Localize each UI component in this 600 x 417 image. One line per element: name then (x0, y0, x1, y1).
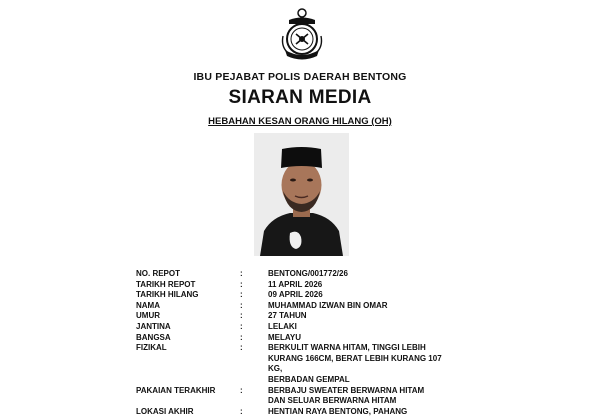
organization-name: IBU PEJABAT POLIS DAERAH BENTONG (193, 71, 407, 83)
detail-separator: : (240, 300, 243, 310)
detail-separator: : (240, 332, 243, 342)
detail-separator: : (240, 311, 243, 321)
detail-value-line: 27 TAHUN (268, 311, 307, 321)
detail-separator: : (240, 269, 243, 278)
detail-value-line: BENTONG/001772/26 (268, 269, 348, 278)
detail-row (136, 269, 556, 280)
detail-value-line: DAN SELUAR BERWARNA HITAM (268, 396, 397, 406)
detail-value-line: 09 APRIL 2026 (268, 290, 323, 300)
detail-value (268, 301, 458, 312)
detail-row (136, 386, 556, 407)
detail-value-line: BERBAJU SWEATER BERWARNA HITAM (268, 385, 425, 395)
detail-label: LOKASI AKHIR (136, 406, 194, 416)
detail-value (268, 333, 458, 344)
detail-row (136, 343, 556, 385)
detail-value-line: BERKULIT WARNA HITAM, TINGGI LEBIH (268, 343, 426, 353)
detail-row (136, 301, 556, 312)
detail-value (268, 343, 458, 385)
police-crest-icon (279, 6, 325, 62)
detail-label: UMUR (136, 311, 160, 321)
detail-value (268, 290, 458, 301)
detail-value (268, 386, 458, 407)
detail-value-line: BERBADAN GEMPAL (268, 374, 350, 384)
page-subtitle: HEBAHAN KESAN ORANG HILANG (OH) (208, 116, 392, 127)
detail-value (268, 322, 458, 333)
page-title: SIARAN MEDIA (228, 87, 372, 108)
detail-label: JANTINA (136, 321, 171, 331)
detail-value (268, 269, 458, 280)
detail-row (136, 280, 556, 291)
detail-label: NAMA (136, 300, 160, 310)
detail-label: BANGSA (136, 332, 171, 342)
detail-value-line: HENTIAN RAYA BENTONG, PAHANG (268, 406, 408, 416)
detail-value-line: MELAYU (268, 332, 302, 342)
detail-separator: : (240, 406, 243, 416)
detail-value-line: 11 APRIL 2026 (268, 279, 323, 289)
detail-row (136, 311, 556, 322)
detail-value (268, 311, 458, 322)
detail-separator: : (240, 385, 243, 395)
detail-separator: : (240, 343, 243, 353)
missing-person-photo (254, 133, 349, 256)
detail-separator: : (240, 321, 243, 331)
detail-value (268, 407, 458, 417)
person-portrait-icon (254, 133, 349, 256)
detail-value-line: KURANG 166CM, BERAT LEBIH KURANG 107 KG, (268, 353, 442, 374)
detail-label: PAKAIAN TERAKHIR (136, 385, 216, 395)
detail-label: FIZIKAL (136, 343, 167, 353)
detail-separator: : (240, 290, 243, 300)
detail-value-line: LELAKI (268, 321, 297, 331)
detail-separator: : (240, 279, 243, 289)
detail-row (136, 290, 556, 301)
detail-value-line: MUHAMMAD IZWAN BIN OMAR (268, 300, 388, 310)
detail-row (136, 407, 556, 417)
detail-label: TARIKH REPOT (136, 279, 196, 289)
detail-label: TARIKH HILANG (136, 290, 199, 300)
detail-label: NO. REPOT (136, 269, 181, 278)
detail-row (136, 333, 556, 344)
detail-row (136, 322, 556, 333)
detail-value (268, 280, 458, 291)
details-list (136, 269, 556, 417)
